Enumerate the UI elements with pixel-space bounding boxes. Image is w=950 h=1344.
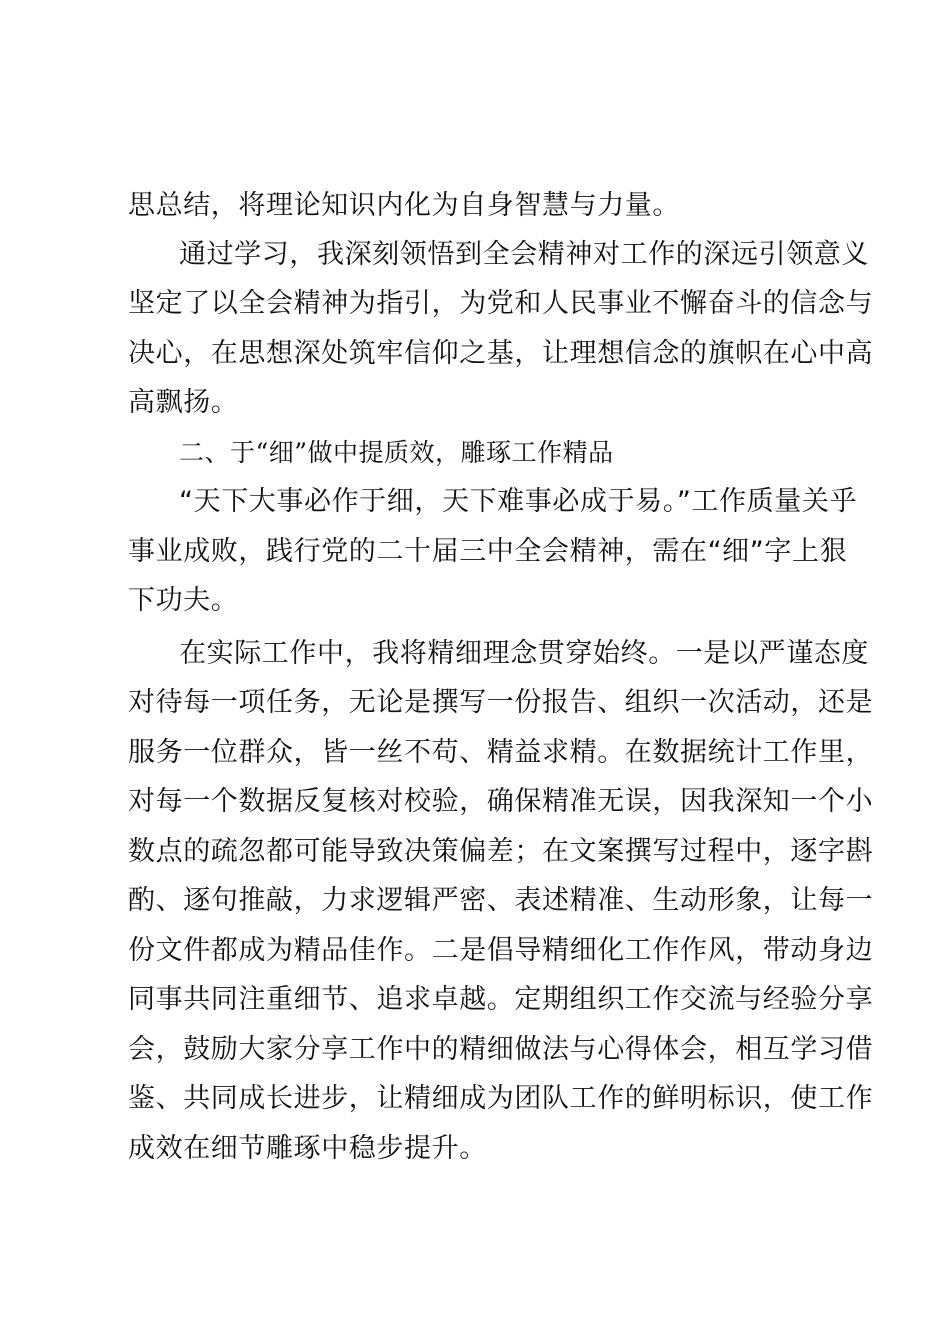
paragraph-line: 高飘扬。 bbox=[128, 387, 239, 418]
paragraph-line: 坚定了以全会精神为指引，为党和人民事业不懈奋斗的信念与 bbox=[128, 288, 874, 319]
paragraph-line: 会，鼓励大家分享工作中的精细做法与心得体会，相互学习借 bbox=[128, 1034, 874, 1065]
paragraph-line: 鉴、共同成长进步，让精细成为团队工作的鲜明标识，使工作 bbox=[128, 1083, 874, 1114]
paragraph-line: 思总结，将理论知识内化为自身智慧与力量。 bbox=[128, 190, 680, 221]
paragraph-line: 酌、逐句推敲，力求逻辑严密、表述精准、生动形象，让每一 bbox=[128, 885, 874, 916]
paragraph-line: 在实际工作中，我将精细理念贯穿始终。一是以严谨态度 bbox=[179, 638, 869, 669]
paragraph-line: 份文件都成为精品佳作。二是倡导精细化工作作风，带动身边 bbox=[128, 935, 874, 966]
paragraph-line: 对待每一项任务，无论是撰写一份报告、组织一次活动，还是 bbox=[128, 687, 874, 718]
paragraph-line: “天下大事必作于细，天下难事必成于易。”工作质量关乎 bbox=[179, 486, 858, 517]
paragraph-line: 事业成败，践行党的二十届三中全会精神，需在“细”字上狠 bbox=[128, 536, 848, 567]
paragraph-line: 同事共同注重细节、追求卓越。定期组织工作交流与经验分享 bbox=[128, 984, 874, 1015]
paragraph-line: 通过学习，我深刻领悟到全会精神对工作的深远引领意义 bbox=[179, 239, 869, 270]
paragraph-line: 对每一个数据反复核对校验，确保精准无误，因我深知一个小 bbox=[128, 786, 874, 817]
paragraph-line: 服务一位群众，皆一丝不苟、精益求精。在数据统计工作里， bbox=[128, 737, 874, 768]
paragraph-line: 成效在细节雕琢中稳步提升。 bbox=[128, 1133, 487, 1164]
paragraph-line: 下功夫。 bbox=[128, 585, 239, 616]
section-heading: 二、于“细”做中提质效，雕琢工作精品 bbox=[179, 438, 614, 467]
paragraph-line: 数点的疏忽都可能导致决策偏差；在文案撰写过程中，逐字斟 bbox=[128, 836, 874, 867]
paragraph-line: 决心，在思想深处筑牢信仰之基，让理想信念的旗帜在心中高 bbox=[128, 338, 874, 369]
